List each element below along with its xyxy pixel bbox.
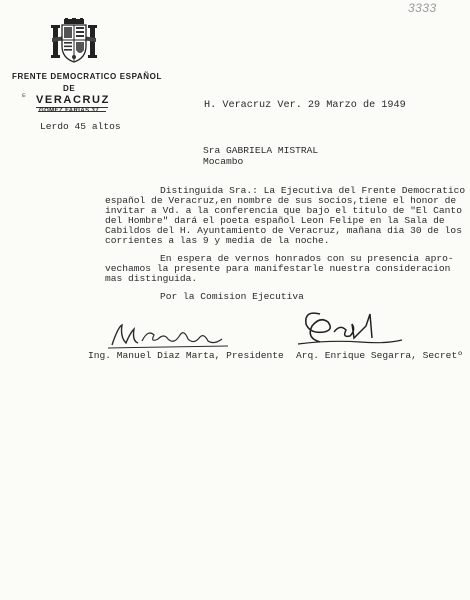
body-line: En espera de vernos honrados con su presencia apro-	[160, 253, 454, 264]
body-line: vechamos la presente para manifestarle nuestra consideracion	[105, 263, 451, 274]
body-line: Distinguida Sra.: La Ejecutiva del Frente Democratico	[160, 185, 466, 196]
closing-line: Por la Comision Ejecutiva	[160, 291, 304, 302]
margin-mark: ɕ	[22, 90, 26, 99]
signatory-name: Ing. Manuel Diaz Marta, Presidente	[88, 350, 284, 361]
new-address: Lerdo 45 altos	[40, 121, 121, 132]
body-line: del Hombre" dará el poeta español Leon Felipe en la Sala de	[105, 215, 445, 226]
organization-de: DE	[63, 84, 76, 93]
body-line: español de Veracruz,en nombre de sus socios,tiene el honor de	[105, 195, 457, 206]
address-strikethrough	[38, 111, 106, 112]
body-line: corrientes a las 9 y media de la noche.	[105, 235, 330, 246]
body-line: Cabildos del H. Ayuntamiento de Veracruz, mañana dia 30 de los	[105, 225, 462, 236]
recipient-name: Sra GABRIELA MISTRAL	[203, 145, 319, 156]
signature-diaz-marta	[104, 315, 234, 355]
archive-number: 3333	[408, 1, 437, 15]
signatory-name: Arq. Enrique Segarra, Secretº	[296, 350, 463, 361]
organization-name: FRENTE DEMOCRATICO ESPAÑOL	[12, 72, 162, 81]
body-line: invitar a Vd. a la conferencia que bajo el titulo de "El Canto	[105, 205, 462, 216]
date-line: H. Veracruz Ver. 29 Marzo de 1949	[204, 100, 406, 111]
coat-of-arms-seal	[50, 18, 98, 64]
body-line: mas distinguida.	[105, 273, 198, 284]
recipient-place: Mocambo	[203, 156, 244, 167]
organization-city: VERACRUZ	[36, 94, 110, 106]
